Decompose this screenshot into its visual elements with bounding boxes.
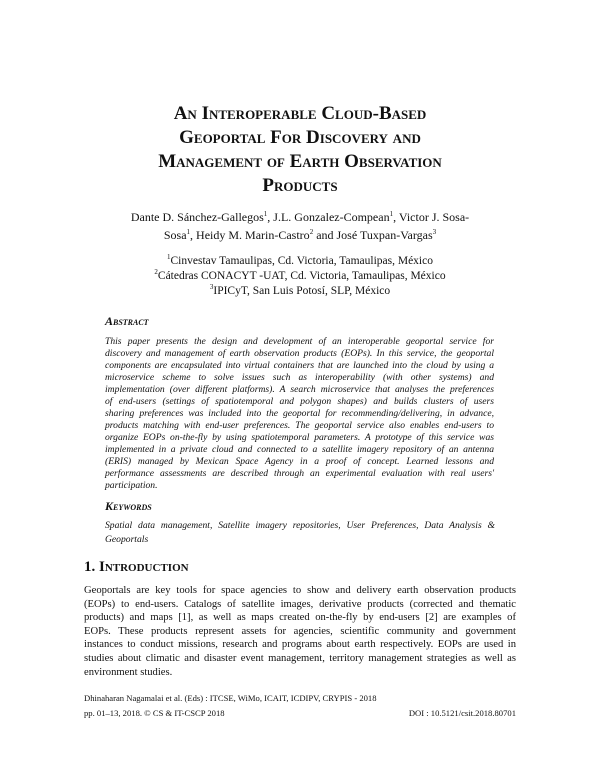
text-line: (ERIS) managed by Mexican Space Agency in a proof of concept. Learned lessons and (105, 456, 494, 467)
author-name: and José Tuxpan-Vargas (313, 228, 433, 242)
author-sup: 2 (309, 228, 314, 236)
author-sup: 3 (432, 228, 437, 236)
abstract-heading: Abstract (105, 314, 149, 328)
author-name: , J.L. Gonzalez-Compean (267, 210, 390, 224)
text-line: (EOPs) to end-users. Catalogs of satellite images, derivative products (corrected and thematic (84, 598, 516, 610)
author-name: , Victor J. Sosa- (393, 210, 470, 224)
affiliation-sup: 2 (154, 268, 158, 277)
text-line: products matching with end-user preferences. The geoportal service also enables end-users to (105, 420, 494, 431)
author-sup: 1 (263, 210, 268, 218)
text-line: implemented in a private cloud and connected to a satellite imagery repository of an antenna (105, 444, 494, 455)
author-sup: 1 (186, 228, 191, 236)
text-line: organize EOPs on-the-fly by using spatiotemporal parameters. A prototype of this service was (105, 432, 494, 443)
text-line: products) and maps [1], as well as maps created on-the-fly by end-users [2] are examples of (84, 612, 516, 624)
author-name: Sosa (163, 228, 187, 242)
text-line: performance assessments are described through an experimental evaluation with real users' (105, 468, 494, 479)
text-line: Geoportals are key tools for space agencies to show and delivery earth observation products (84, 585, 516, 596)
authors (100, 208, 500, 244)
affiliation (100, 284, 500, 299)
introduction-heading: 1. Introduction (84, 559, 189, 575)
footer-pages (84, 706, 516, 720)
text-line: implementation (over different platforms). A search microservice that analyses the preferences (105, 384, 494, 395)
text-line: This paper presents the design and development of an interoperable geoportal service for (105, 336, 494, 347)
title-line: An Interoperable Cloud-Based (173, 103, 427, 124)
affiliation-sup: 1 (167, 253, 171, 262)
authors-line-1 (100, 208, 500, 226)
affiliation-text: IPICyT, San Luis Potosí, SLP, México (213, 285, 391, 297)
text-line: instances to conduct missions, research and programs about earth respectively. EOPs are used in (84, 639, 516, 651)
affiliation-sup: 3 (209, 283, 214, 292)
title-line: Products (262, 175, 338, 196)
text-line: studies about climatic and disaster event management, territory management strategies as well as (84, 652, 516, 664)
title-line: Geoportal For Discovery and (179, 127, 421, 148)
introduction-text (84, 584, 516, 679)
author-name: Dante D. Sánchez-Gallegos (130, 210, 264, 224)
footer-proceedings: Dhinaharan Nagamalai et al. (Eds) : ITCSE, WiMo, ICAIT, ICDIPV, CRYPIS - 2018 (84, 693, 377, 703)
text-line: components are encapsulated into virtual containers that are launched into the cloud by using a (105, 360, 494, 371)
text-line: Geoportals (105, 534, 149, 545)
text-line: EOPs. These products represent assets for agencies, scientific community and government (84, 625, 516, 637)
text-line: environment studies. (84, 666, 173, 678)
paper-title (0, 102, 600, 198)
text-line: participation. (105, 480, 158, 491)
footer-pages-text: pp. 01–13, 2018. © CS & IT-CSCP 2018 (84, 708, 225, 718)
keywords-text (105, 519, 495, 547)
author-sup: 1 (389, 210, 394, 218)
affiliation (100, 254, 500, 269)
authors-line-2 (100, 226, 500, 244)
abstract-text (105, 336, 494, 492)
title-line: Management of Earth Observation (158, 151, 442, 172)
keywords-heading: Keywords (105, 499, 152, 513)
text-line: Spatial data management, Satellite imagery repositories, User Preferences, Data Analysis & (105, 520, 495, 531)
text-line: of end-users (settings of spatiotemporal and polygon shapes) and builds clusters of users (105, 396, 494, 407)
author-name: , Heidy M. Marin-Castro (190, 228, 310, 242)
text-line: discovery and management of earth observation products (EOPs). In this service, the geoportal (105, 348, 494, 359)
text-line: sharing preferences was included into the geoportal for recommending/delivering, in advance, (105, 408, 494, 419)
footer-doi: DOI : 10.5121/csit.2018.80701 (408, 708, 516, 718)
text-line: microservice scheme to solve issues such as interoperability (with other systems) and (105, 372, 494, 383)
affiliation-text: Cinvestav Tamaulipas, Cd. Victoria, Tamaulipas, México (170, 255, 433, 267)
affiliation (100, 269, 500, 284)
affiliations (100, 254, 500, 299)
affiliation-text: Cátedras CONACYT -UAT, Cd. Victoria, Tamaulipas, México (157, 270, 446, 282)
